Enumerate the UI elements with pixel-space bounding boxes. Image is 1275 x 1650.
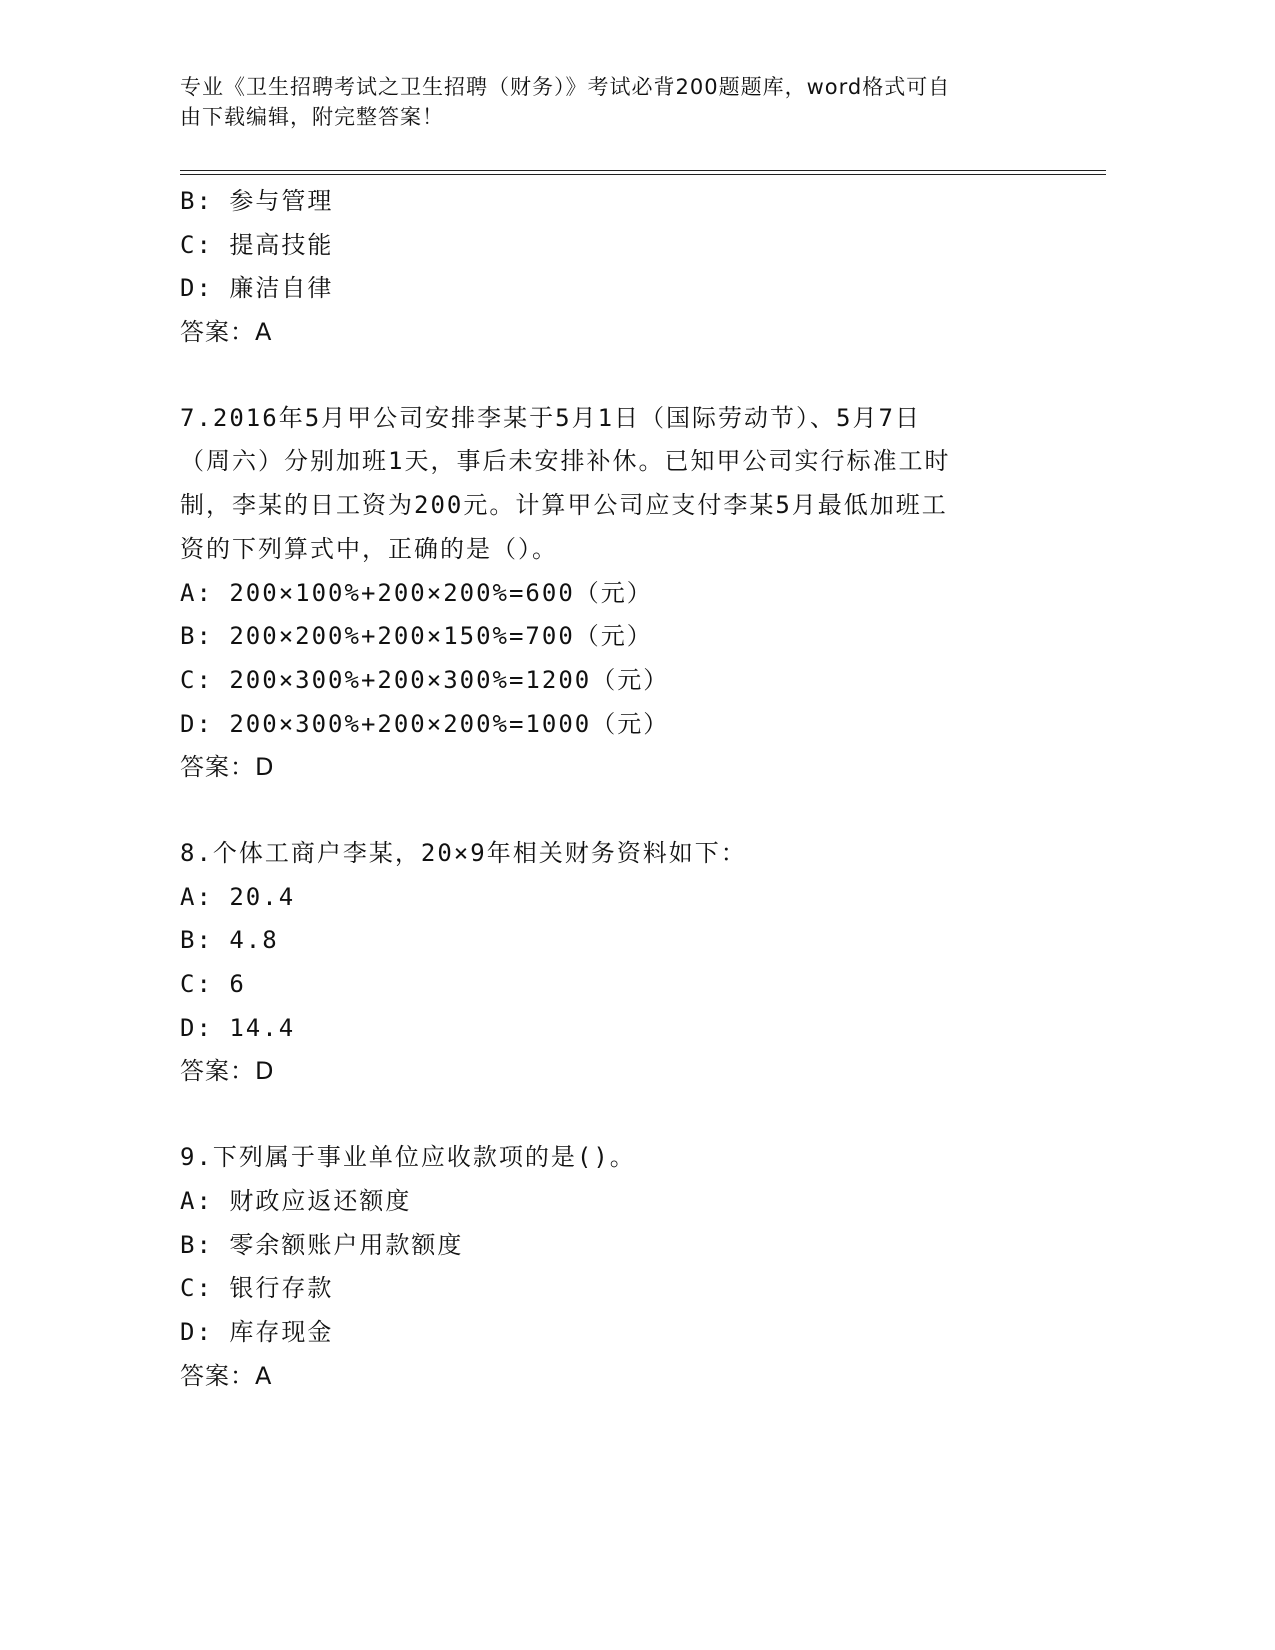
q6-option-b: B: 参与管理: [180, 187, 334, 215]
q7-option-c: C: 200×300%+200×300%=1200（元）: [180, 665, 670, 694]
spacer: [180, 790, 1020, 832]
question-6-remainder: [180, 180, 1020, 355]
q6-option-d: D: 廉洁自律: [180, 274, 334, 303]
q7-stem-line-4: 资的下列算式中，正确的是（）。: [180, 534, 558, 563]
q7-stem-line-1: 7.2016年5月甲公司安排李某于5月1日（国际劳动节）、5月7日: [180, 403, 921, 432]
q9-stem: 9.下列属于事业单位应收款项的是()。: [180, 1143, 636, 1172]
q8-option-b: B: 4.8: [180, 926, 279, 955]
q7-stem-line-2: （周六）分别加班1天，事后未安排补休。已知甲公司实行标准工时: [180, 447, 951, 476]
header-divider: [180, 170, 1106, 175]
question-7: [180, 397, 1020, 790]
q8-option-c: C: 6: [180, 970, 246, 999]
q7-option-a: A: 200×100%+200×200%=600（元）: [180, 578, 653, 607]
q9-option-d: D: 库存现金: [180, 1317, 334, 1346]
spacer: [180, 1094, 1020, 1136]
question-list: [180, 180, 1020, 1398]
header-line-2: 由下载编辑，附完整答案！: [180, 105, 444, 129]
spacer: [180, 355, 1020, 397]
q9-option-b: B: 零余额账户用款额度: [180, 1230, 464, 1259]
q7-option-b: B: 200×200%+200×150%=700（元）: [180, 622, 653, 651]
q9-option-a: A: 财政应返还额度: [180, 1186, 412, 1215]
q8-option-a: A: 20.4: [180, 882, 296, 911]
question-9: [180, 1136, 1020, 1398]
q9-option-c: C: 银行存款: [180, 1274, 334, 1303]
question-8: [180, 832, 1020, 1094]
q8-stem: 8.个体工商户李某，20×9年相关财务资料如下：: [180, 839, 747, 867]
q7-stem: [180, 397, 1020, 572]
header-line-1: 专业《卫生招聘考试之卫生招聘（财务）》考试必背200题题库，word格式可自: [180, 75, 951, 99]
q7-answer: 答案：D: [180, 753, 275, 782]
q7-stem-line-3: 制，李某的日工资为200元。计算甲公司应支付李某5月最低加班工: [180, 491, 948, 520]
q8-answer: 答案：D: [180, 1057, 275, 1086]
q9-answer: 答案：A: [180, 1361, 273, 1390]
q6-option-c: C: 提高技能: [180, 230, 334, 259]
q6-answer: 答案：A: [180, 318, 273, 347]
document-header: [180, 72, 1040, 132]
q7-option-d: D: 200×300%+200×200%=1000（元）: [180, 709, 670, 738]
q8-option-d: D: 14.4: [180, 1013, 296, 1042]
